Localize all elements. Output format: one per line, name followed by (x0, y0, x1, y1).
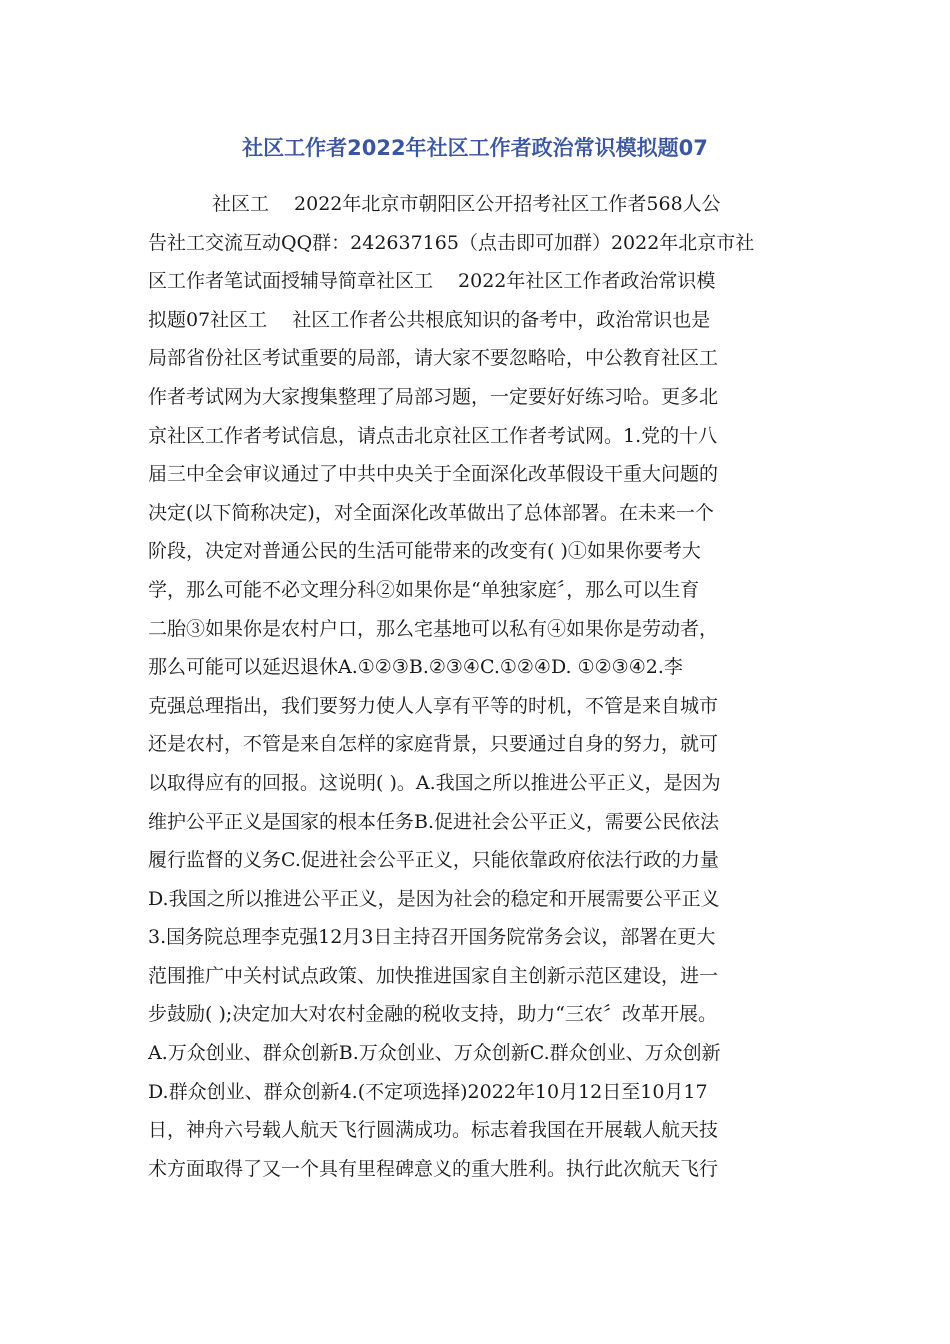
body-line: 术方面取得了又一个具有里程碑意义的重大胜利。执行此次航天飞行 (148, 1157, 719, 1180)
body-line: 步鼓励( );决定加大对农村金融的税收支持，助力“三农〞改革开展。 (148, 1003, 717, 1026)
document-body (148, 185, 808, 1188)
body-line: 局部省份社区考试重要的局部，请大家不要忽略哈，中公教育社区工 (148, 347, 719, 370)
body-line: 届三中全会审议通过了中共中央关于全面深化改革假设干重大问题的 (148, 463, 719, 486)
body-line: 决定(以下简称决定)，对全面深化改革做出了总体部署。在未来一个 (148, 501, 714, 524)
body-line: 还是农村，不管是来自怎样的家庭背景，只要通过自身的努力，就可 (148, 733, 719, 756)
body-line: 学，那么可能不必文理分科②如果你是“单独家庭〞，那么可以生育 (148, 578, 700, 601)
body-line: A.万众创业、群众创新B.万众创业、万众创新C.群众创业、万众创新 (148, 1042, 721, 1065)
body-line: 维护公平正义是国家的根本任务B.促进社会公平正义，需要公民依法 (148, 810, 720, 833)
body-line: 履行监督的义务C.促进社会公平正义，只能依靠政府依法行政的力量 (148, 849, 719, 872)
body-line: 以取得应有的回报。这说明( )。A.我国之所以推进公平正义，是因为 (148, 771, 721, 794)
body-line: 二胎③如果你是农村户口，那么宅基地可以私有④如果你是劳动者， (148, 617, 719, 640)
body-line: 3.国务院总理李克强12月3日主持召开国务院常务会议，部署在更大 (148, 926, 716, 949)
body-line: 克强总理指出，我们要努力使人人享有平等的时机，不管是来自城市 (148, 694, 719, 717)
body-line: 阶段，决定对普通公民的生活可能带来的改变有( )①如果你要考大 (148, 540, 701, 563)
body-line: 日，神舟六号载人航天飞行圆满成功。标志着我国在开展载人航天技 (148, 1119, 719, 1142)
body-line: 社区工 2022年北京市朝阳区公开招考社区工作者568人公 (212, 193, 721, 215)
body-line: 作者考试网为大家搜集整理了局部习题，一定要好好练习哈。更多北 (148, 385, 719, 408)
body-line: 那么可能可以延迟退休A.①②③B.②③④C.①②④D. ①②③④2.李 (148, 656, 683, 679)
body-line: D.我国之所以推进公平正义，是因为社会的稳定和开展需要公平正义 (148, 887, 720, 910)
body-line: 京社区工作者考试信息，请点击北京社区工作者考试网。1.党的十八 (148, 424, 718, 447)
body-line: 拟题07社区工 社区工作者公共根底知识的备考中，政治常识也是 (148, 308, 711, 331)
document-title: 社区工作者2022年社区工作者政治常识模拟题07 (242, 136, 708, 160)
body-line: 告社工交流互动QQ群：242637165（点击即可加群）2022年北京市社 (148, 231, 755, 254)
body-line: 区工作者笔试面授辅导简章社区工 2022年社区工作者政治常识模 (148, 270, 716, 293)
body-line: D.群众创业、群众创新4.(不定项选择)2022年10月12日至10月17 (148, 1080, 708, 1103)
body-line: 范围推广中关村试点政策、加快推进国家自主创新示范区建设，进一 (148, 964, 719, 987)
